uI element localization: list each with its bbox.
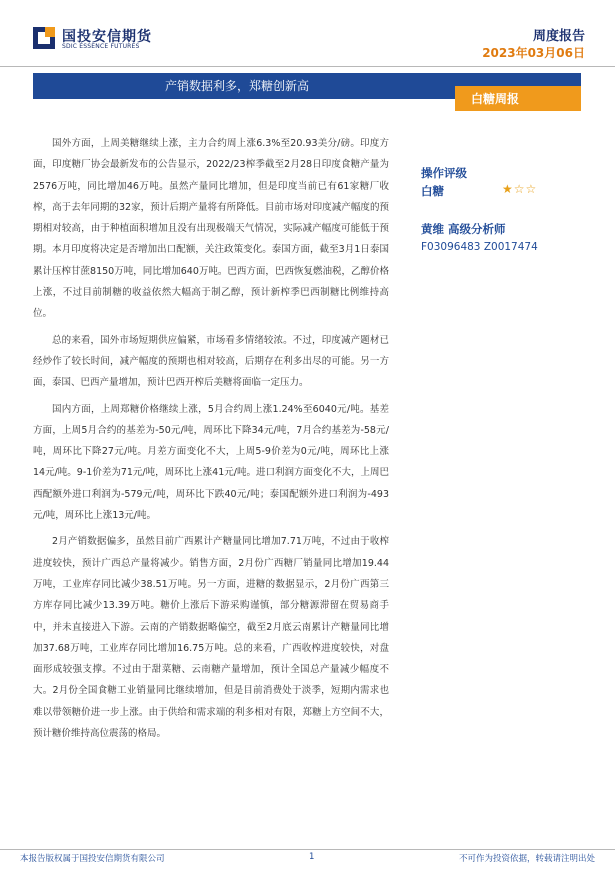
rating-stars (502, 182, 537, 196)
report-type: 周度报告 (532, 29, 585, 44)
footer-divider (0, 849, 615, 850)
report-title: 产销数据利多，郑糖创新高 (165, 79, 310, 93)
analyst-name: 黄维 高级分析师 (421, 222, 506, 236)
company-logo-icon (33, 27, 55, 49)
footer-copyright: 本报告版权属于国投安信期货有限公司 (20, 854, 165, 864)
star-empty-icon: ☆☆ (513, 182, 538, 196)
category-tag-label: 白糖周报 (471, 92, 520, 106)
company-name: 国投安信期货 (62, 29, 152, 45)
company-name-en: SDIC ESSENCE FUTURES (62, 43, 140, 50)
rating-product: 白糖 (421, 184, 444, 198)
star-filled-icon: ★ (502, 182, 514, 196)
page-number: 1 (309, 852, 315, 862)
analyst-license-codes: F03096483 Z0017474 (421, 241, 538, 253)
paragraph-production-sales: 2月产销数据偏多，虽然目前广西累计产糖量同比增加7.71万吨，不过由于收榨进度较快，预计广西总产量将减少。销售方面，2月份广西糖厂销量同比增加19.44万吨，工业库存同比减少38.51万吨。另一方面，进糖的数据显示，2月份广西第三方库存同比减少13.39万吨。糖价上涨后下游采购谨慎，部分糖源滞留在贸易商手中，并未直接进入下游。云南的产销数据略偏空，截至2月底云南累计产糖量同比增加37.68万吨，工业库存同比增加16.75万吨。总的来看，广西收榨进度较快，对盘面形成较强支撑。不过由于甜菜糖、云南糖产量增加，预计全国总产量减少幅度不大。2月份全国食糖工业销量同比继续增加，但是目前消费处于淡季，短期内需求也难以带领糖价进一步上涨。由于供给和需求端的利多相对有限，郑糖上方空间不大，预计糖价维持高位震荡的格局。 (33, 536, 389, 740)
footer-disclaimer: 不可作为投资依据，转载请注明出处 (458, 854, 595, 864)
report-body (33, 133, 389, 749)
header-divider (0, 66, 615, 67)
paragraph-domestic: 国内方面，上周郑糖价格继续上涨，5月合约周上涨1.24%至6040元/吨。基差方面，上周5月合约的基差为-50元/吨，周环比下降34元/吨，7月合约基差为-58元/吨，周环比下降27元/吨。月差方面变化不大，上周5-9价差为0元/吨，周环比上涨14元/吨。9-1价差为71元/吨，周环比上涨41元/吨。进口利润方面变化不大，上周巴西配额外进口利润为-579元/吨，周环比下跌40元/吨；泰国配额外进口利润为-493元/吨，周环比上涨13元/吨。 (33, 403, 389, 522)
paragraph-overseas-summary: 总的来看，国外市场短期供应偏紧，市场看多情绪较浓。不过，印度减产题材已经炒作了较长时间，减产幅度的预期也相对较高，后期存在利多出尽的可能。另一方面，泰国、巴西产量增加，预计巴西开榨后美糖将面临一定压力。 (33, 334, 389, 389)
rating-title: 操作评级 (421, 166, 467, 180)
report-date: 2023年03月06日 (482, 46, 585, 60)
paragraph-overseas: 国外方面，上周美糖继续上涨，主力合约周上涨6.3%至20.93美分/磅。印度方面，印度糖厂协会最新发布的公告显示，2022/23榨季截至2月28日印度食糖产量为2576万吨，同比增加46万吨。虽然产量同比增加，但是印度当前已有61家糖厂收榨，高于去年同期的32家，预计后期产量将有所降低。目前市场对印度减产幅度的预期相对较高，由于种植面积增加且没有出现极端天气情况，实际减产幅度可能低于预期。本月印度将决定是否增加出口配额，关注政策变化。泰国方面，截至3月1日泰国累计压榨甘蔗8150万吨，同比增加640万吨。巴西方面，巴西恢复燃油税，乙醇价格上涨，不过目前制糖的收益依然大幅高于制乙醇，预计新榨季巴西制糖比例维持高位。 (33, 138, 389, 320)
